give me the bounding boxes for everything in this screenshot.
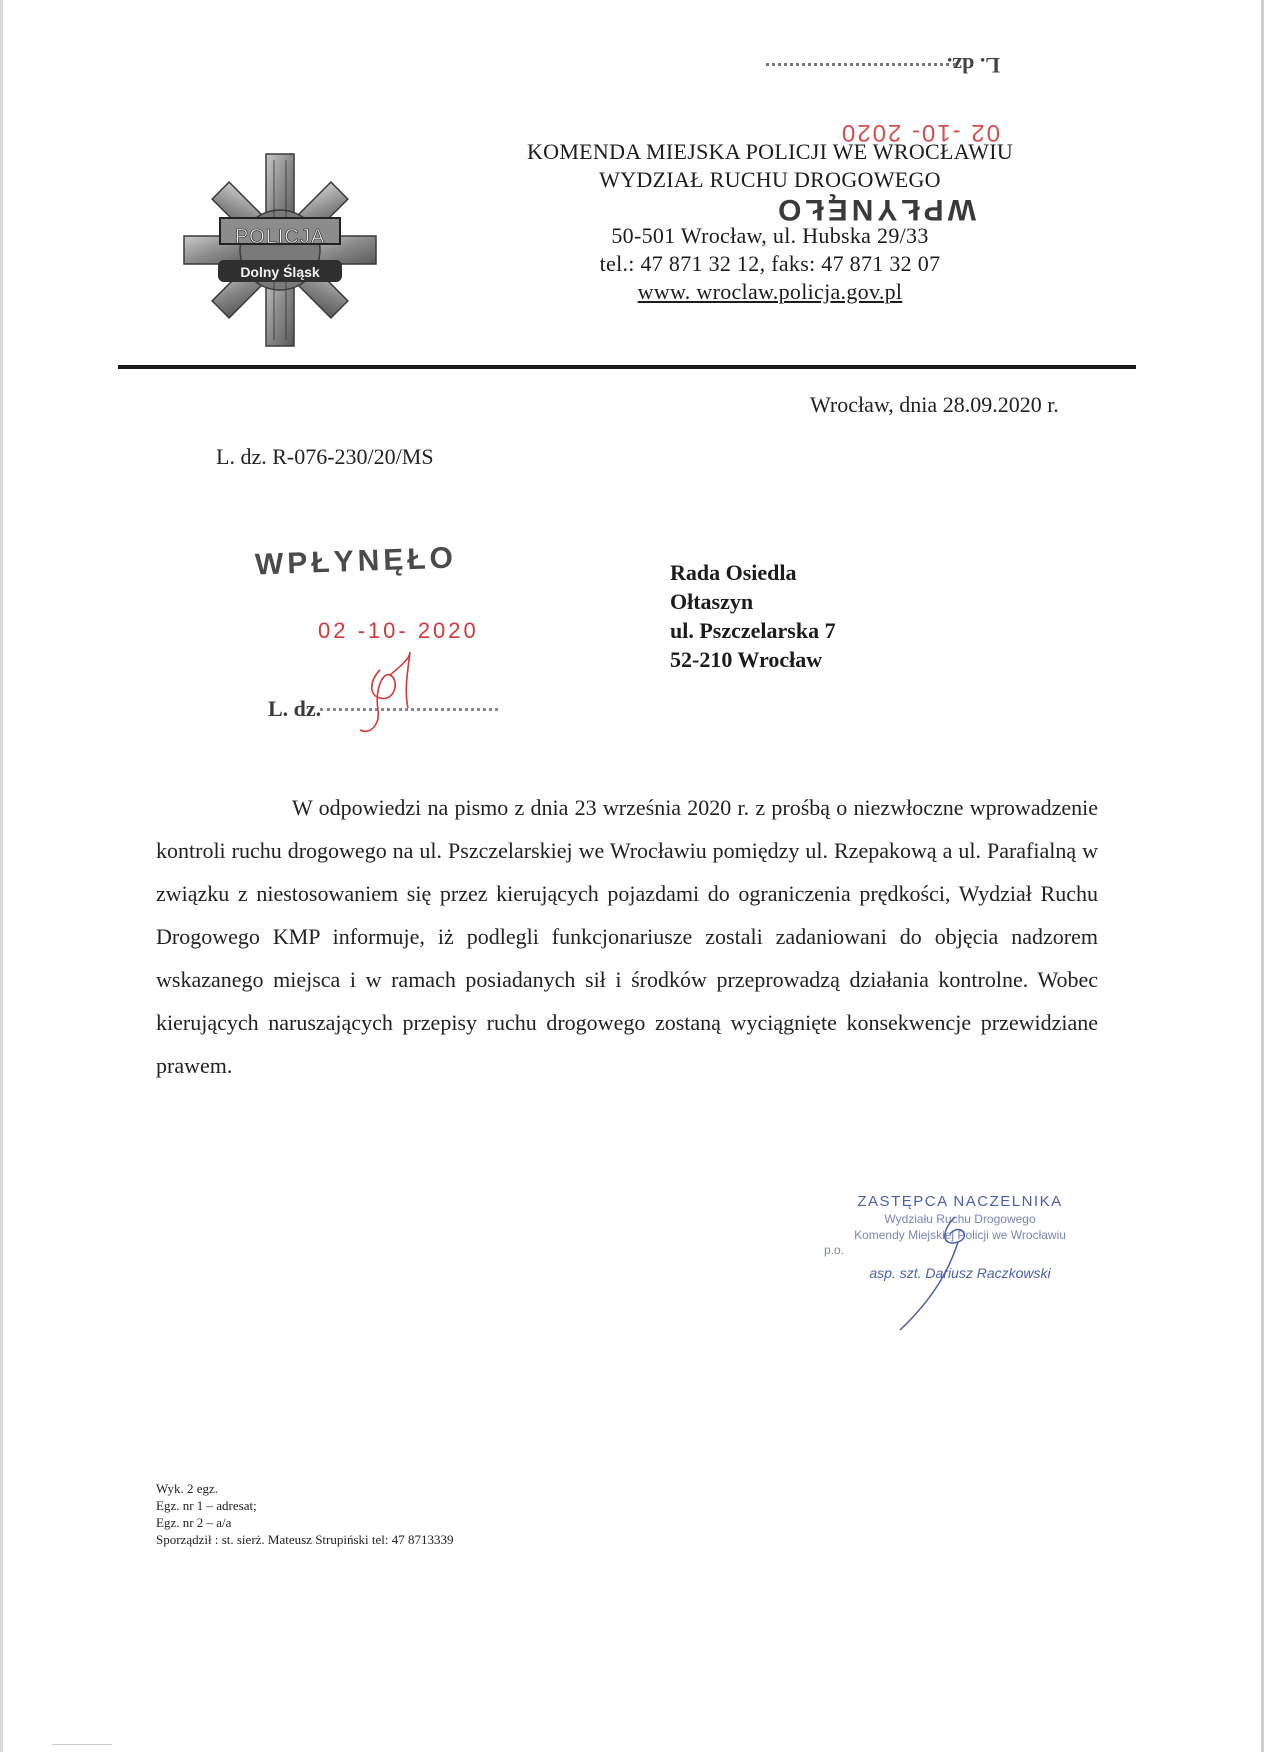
- footer-line3: Egz. nr 2 – a/a: [156, 1515, 232, 1530]
- header-address: 50-501 Wrocław, ul. Hubska 29/33: [611, 223, 929, 248]
- top-stamp-mirrored: [760, 48, 1000, 78]
- incoming-stamp-signature: [340, 650, 440, 740]
- emblem-top-label: POLICJA: [234, 226, 326, 248]
- header-website: www. wroclaw.policja.gov.pl: [637, 279, 903, 304]
- addressee-line4: 52-210 Wrocław: [670, 647, 823, 672]
- footer-line1: Wyk. 2 egz.: [156, 1481, 219, 1496]
- incoming-stamp-title: WPŁYNĘŁO: [254, 541, 458, 582]
- addressee-line1: Rada Osiedla: [670, 560, 797, 585]
- header-line1: KOMENDA MIEJSKA POLICJI WE WROCŁAWIU: [526, 139, 1014, 164]
- top-stamp-dots: [766, 63, 956, 66]
- addressee-line3: ul. Pszczelarska 7: [670, 618, 836, 643]
- header-phone: tel.: 47 871 32 12, faks: 47 871 32 07: [599, 251, 941, 276]
- incoming-stamp-date: 02 -10- 2020: [318, 618, 479, 643]
- handwritten-signature: [880, 1212, 1000, 1332]
- footer-line4: Sporządził : st. sierż. Mateusz Strupiński tel: 47 8713339: [156, 1532, 454, 1547]
- addressee-block: [670, 558, 836, 674]
- header-line2: WYDZIAŁ RUCHU DROGOWEGO: [599, 167, 941, 192]
- signature-unit1: Wydziału Ruchu Drogowego: [884, 1212, 1036, 1226]
- top-stamp-text: L. dz.: [946, 53, 1000, 78]
- footer-notes: [156, 1480, 454, 1548]
- signature-title: ZASTĘPCA NACZELNIKA: [857, 1193, 1063, 1210]
- footer-line2: Egz. nr 1 – adresat;: [156, 1498, 257, 1513]
- scan-edge-left: [0, 0, 3, 1752]
- bleed-through-word: WPŁYNĘŁO: [774, 193, 976, 226]
- signature-unit2: Komendy Miejskiej Policji we Wrocławiu: [854, 1228, 1066, 1242]
- letter-body: [156, 786, 1098, 1087]
- bleed-through-date: 02 -10- 2020: [839, 119, 1000, 146]
- addressee-line2: Ołtaszyn: [670, 589, 754, 614]
- date-line: Wrocław, dnia 28.09.2020 r.: [810, 392, 1059, 417]
- incoming-stamp-ldz: L. dz.: [268, 696, 322, 721]
- body-paragraph: W odpowiedzi na pismo z dnia 23 września 2020 r. z prośbą o niezwłoczne wprowadzenie kontroli ruchu drogowego na ul. Pszczelarskiej we Wrocławiu pomiędzy ul. Rzepakową a ul. Parafialną w związku z niestosowaniem się przez kierujących pojazdami do ograniczenia prędkości, Wydział Ruchu Drogowego KMP informuje, iż podlegli funkcjonariusze zostali zadaniowani do objęcia nadzorem wskazanego miejsca i w ramach posiadanych sił i środków przeprowadzą działania kontrolne. Wobec kierujących naruszających przepisy ruchu drogowego zostaną wyciągnięte konsekwencje przewidziane prawem.: [156, 795, 1098, 1078]
- scan-corner-mark: [52, 1744, 112, 1745]
- signature-po: p.o.: [824, 1243, 845, 1257]
- signature-name: asp. szt. Dariusz Raczkowski: [869, 1265, 1051, 1281]
- police-star-emblem: [180, 150, 380, 350]
- reference-number: L. dz. R-076-230/20/MS: [216, 444, 434, 469]
- header-rule: [118, 365, 1136, 369]
- emblem-bottom-label: Dolny Śląsk: [240, 264, 320, 280]
